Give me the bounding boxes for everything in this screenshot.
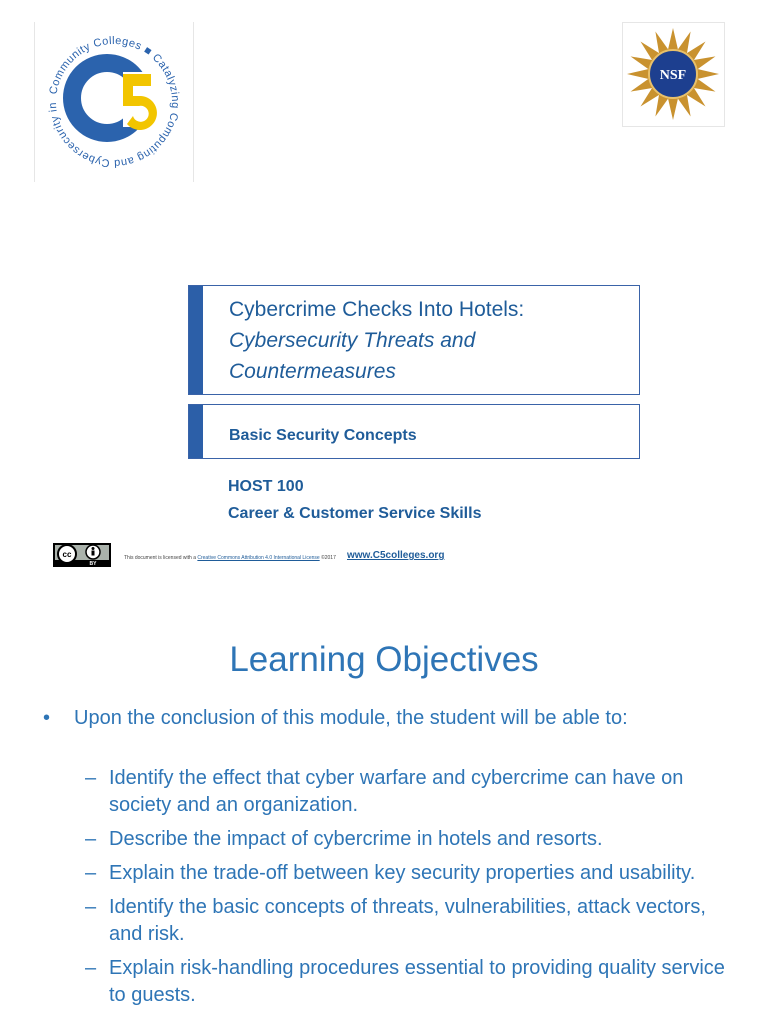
title-line-3: Countermeasures (229, 360, 396, 383)
cc-badge-cc: cc (62, 550, 72, 559)
c5-logo-graphic (35, 22, 193, 182)
dash-mark: – (85, 896, 97, 918)
objective-item (85, 955, 725, 1009)
license-text (124, 555, 336, 561)
intro-text: Upon the conclusion of this module, the student will be able to: (74, 707, 628, 729)
learning-objectives-heading: Learning Objectives (229, 640, 539, 679)
cc-by-badge[interactable] (53, 543, 111, 567)
license-year: ©2017 (321, 555, 336, 561)
bullet-dot: • (43, 707, 51, 729)
subtitle-label: Basic Security Concepts (229, 427, 417, 444)
dash-mark: – (85, 767, 97, 789)
nsf-logo (622, 22, 725, 127)
title-line-2: Cybersecurity Threats and (229, 329, 476, 352)
objective-text: Explain risk-handling procedures essential to providing quality service to guests. (109, 957, 725, 1006)
objective-text: Identify the effect that cyber warfare and cybercrime can have on society and an organization. (109, 767, 684, 816)
nsf-letters: NSF (659, 68, 687, 83)
site-link[interactable]: www.C5colleges.org (347, 550, 445, 561)
c5-logo (34, 22, 194, 182)
c5-ring-text: Community Colleges ■ Catalyzing Computing and Cybersecurity in (46, 34, 182, 170)
license-link[interactable]: Creative Commons Attribution 4.0 International License (197, 555, 320, 561)
nsf-logo-graphic (623, 23, 724, 126)
objective-list (85, 765, 725, 1016)
license-prefix: This document is licensed with a (124, 555, 196, 561)
subtitle-accent-bar (189, 405, 203, 458)
title-accent-bar (189, 286, 203, 394)
title-line-1: Cybercrime Checks Into Hotels: (229, 298, 525, 321)
objective-text: Describe the impact of cybercrime in hotels and resorts. (109, 828, 603, 850)
title-box (188, 285, 640, 395)
cc-by-icon (53, 543, 111, 567)
objective-item (85, 765, 725, 819)
course-code: HOST 100 (228, 478, 304, 495)
course-name: Career & Customer Service Skills (228, 505, 482, 522)
objective-item (85, 826, 725, 853)
objective-item (85, 860, 725, 887)
objective-item (85, 894, 725, 948)
objective-text: Identify the basic concepts of threats, vulnerabilities, attack vectors, and risk. (109, 896, 706, 945)
dash-mark: – (85, 828, 97, 850)
dash-mark: – (85, 957, 97, 979)
subtitle-box (188, 404, 640, 459)
cc-badge-by: BY (89, 561, 97, 567)
intro-bullet (43, 705, 723, 732)
dash-mark: – (85, 862, 97, 884)
objective-text: Explain the trade-off between key security properties and usability. (109, 862, 696, 884)
